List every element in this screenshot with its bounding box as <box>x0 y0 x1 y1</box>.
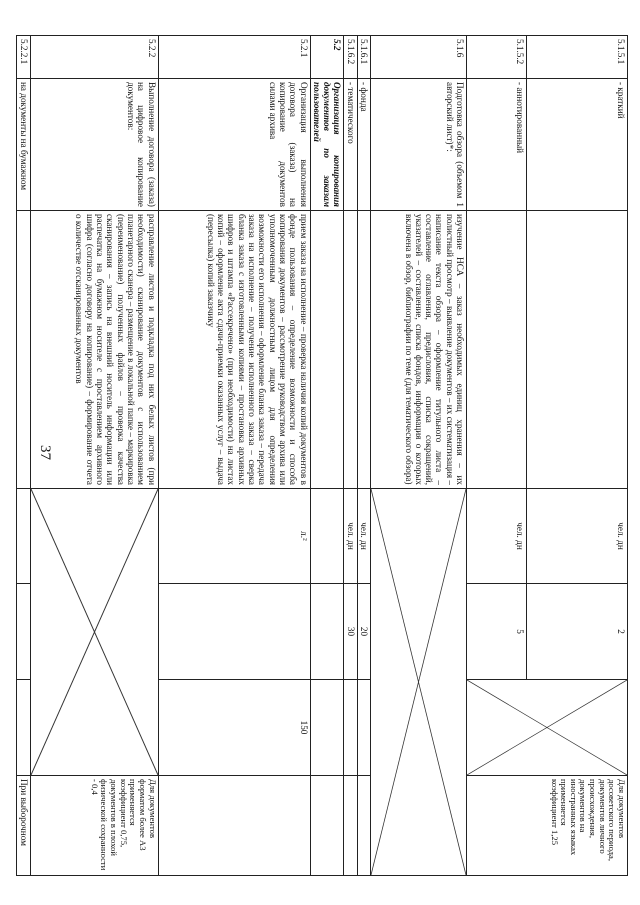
row-note: Для документов досоветского периода, документов личного происхождения, документов на иностранных языках применяется коэффициент 1,25 <box>467 776 628 876</box>
rotated-table-wrapper <box>18 0 640 905</box>
row-description <box>344 211 357 489</box>
table-row <box>17 36 30 876</box>
norms-table <box>16 35 628 876</box>
table-row <box>344 36 357 876</box>
row-unit: чел. дн <box>527 489 628 584</box>
row-description: расправление листов и подкладка под них белых листов (при необходимости) сканирование документов с использованием планетарного сканера – размещение в локальной папке – маркировка (переименование) полученных файлов – проверка качества сканирования – запись на внешний носитель информации или распечатка на бумажном носителе с проставлением архивного шифра (согласно договору на копирование) – формирование отчета о количестве отсканированных документов <box>30 211 158 489</box>
row-name: - тематического <box>344 79 357 211</box>
row-unit <box>17 489 30 584</box>
row-unit: л.² <box>158 489 310 584</box>
row-description: прием заказа на исполнение – проверка наличия копий документов в фонде пользования – определение возможности и способа копирования документов – рассмотрение руководством архива или уполномоченным должностным лицом для определения возможности его исполнения – оформление бланка заказа – передача заказа на исполнение – получение исполненного заказа – сверка бланка заказа с изготовленными копиями – простановка архивных шифров и штампа «Рассекречено» (при необходимости) на листах копий – оформление акта сдачи-приемки оказанных услуг – выдача (пересылка) копий заказчику <box>158 211 310 489</box>
row-code: 5.1.5.1 <box>527 36 628 79</box>
table-row <box>310 36 344 876</box>
row-norm <box>158 584 310 680</box>
row-unit: чел. дн <box>357 489 370 584</box>
row-code: 5.2 <box>310 36 344 79</box>
empty-crossed-cell <box>30 489 158 776</box>
row-name: Выполнение договора (заказа) на цифровое копирование документов: <box>30 79 158 211</box>
table-row <box>357 36 370 876</box>
row-note <box>310 776 344 876</box>
row-value <box>357 680 370 776</box>
cross-mark-icon <box>31 489 158 775</box>
row-code: 5.2.1 <box>158 36 310 79</box>
row-note <box>357 776 370 876</box>
row-unit: чел. дн <box>467 489 527 584</box>
table-row <box>30 36 158 876</box>
row-note <box>158 776 310 876</box>
row-name: Организация копирования документов по заказам пользователей <box>310 79 344 211</box>
row-value: 150 <box>158 680 310 776</box>
row-norm: 5 <box>467 584 527 680</box>
row-norm <box>17 584 30 680</box>
document-page <box>18 0 640 905</box>
table-row <box>371 36 467 876</box>
row-description <box>17 211 30 489</box>
row-norm <box>310 584 344 680</box>
empty-crossed-cell <box>371 489 467 876</box>
row-unit: чел. дн <box>344 489 357 584</box>
row-description <box>467 211 527 489</box>
row-description: изучение НСА – заказ необходимых единиц хранения – их полистный просмотр – выявление документов – их систематизация – написание текста обзора – оформление титульного листа – составление оглавления, предисловия, списка сокращений, указателей – составление, списка фондов, информация о которых включена в обзор, библиографии по теме (для тематического обзора) <box>371 211 467 489</box>
row-note <box>344 776 357 876</box>
row-description <box>527 211 628 489</box>
row-note: При выборочном <box>17 776 30 876</box>
row-code: 5.1.5.2 <box>467 36 527 79</box>
row-value <box>17 680 30 776</box>
row-unit <box>310 489 344 584</box>
row-name: - фонда <box>357 79 370 211</box>
row-note: Для документов форматом более А3 применяется коэффициент 0,75, документов в плохой физической сохранности - 0,4 <box>30 776 158 876</box>
row-name: Подготовка обзора (объемом 1 авторский лист)*: <box>371 79 467 211</box>
row-description <box>310 211 344 489</box>
table-row <box>158 36 310 876</box>
row-code: 5.2.2.1 <box>17 36 30 79</box>
row-name: Организация выполнения договора (заказа) на копирование документов силами архива <box>158 79 310 211</box>
row-value <box>344 680 357 776</box>
cross-mark-icon <box>467 680 627 775</box>
row-name: на документы на бумажном <box>17 79 30 211</box>
page-number-text: 37 <box>36 445 53 460</box>
row-code: 5.1.6.2 <box>344 36 357 79</box>
row-name: - аннотированный <box>467 79 527 211</box>
row-code: 5.2.2 <box>30 36 158 79</box>
row-norm: 20 <box>357 584 370 680</box>
row-code: 5.1.6 <box>371 36 467 79</box>
empty-crossed-cell <box>467 680 628 776</box>
row-name: - краткий <box>527 79 628 211</box>
row-value <box>310 680 344 776</box>
row-code: 5.1.6.1 <box>357 36 370 79</box>
row-norm: 2 <box>527 584 628 680</box>
table-row <box>527 36 628 876</box>
row-norm: 30 <box>344 584 357 680</box>
row-description <box>357 211 370 489</box>
cross-mark-icon <box>371 489 466 875</box>
